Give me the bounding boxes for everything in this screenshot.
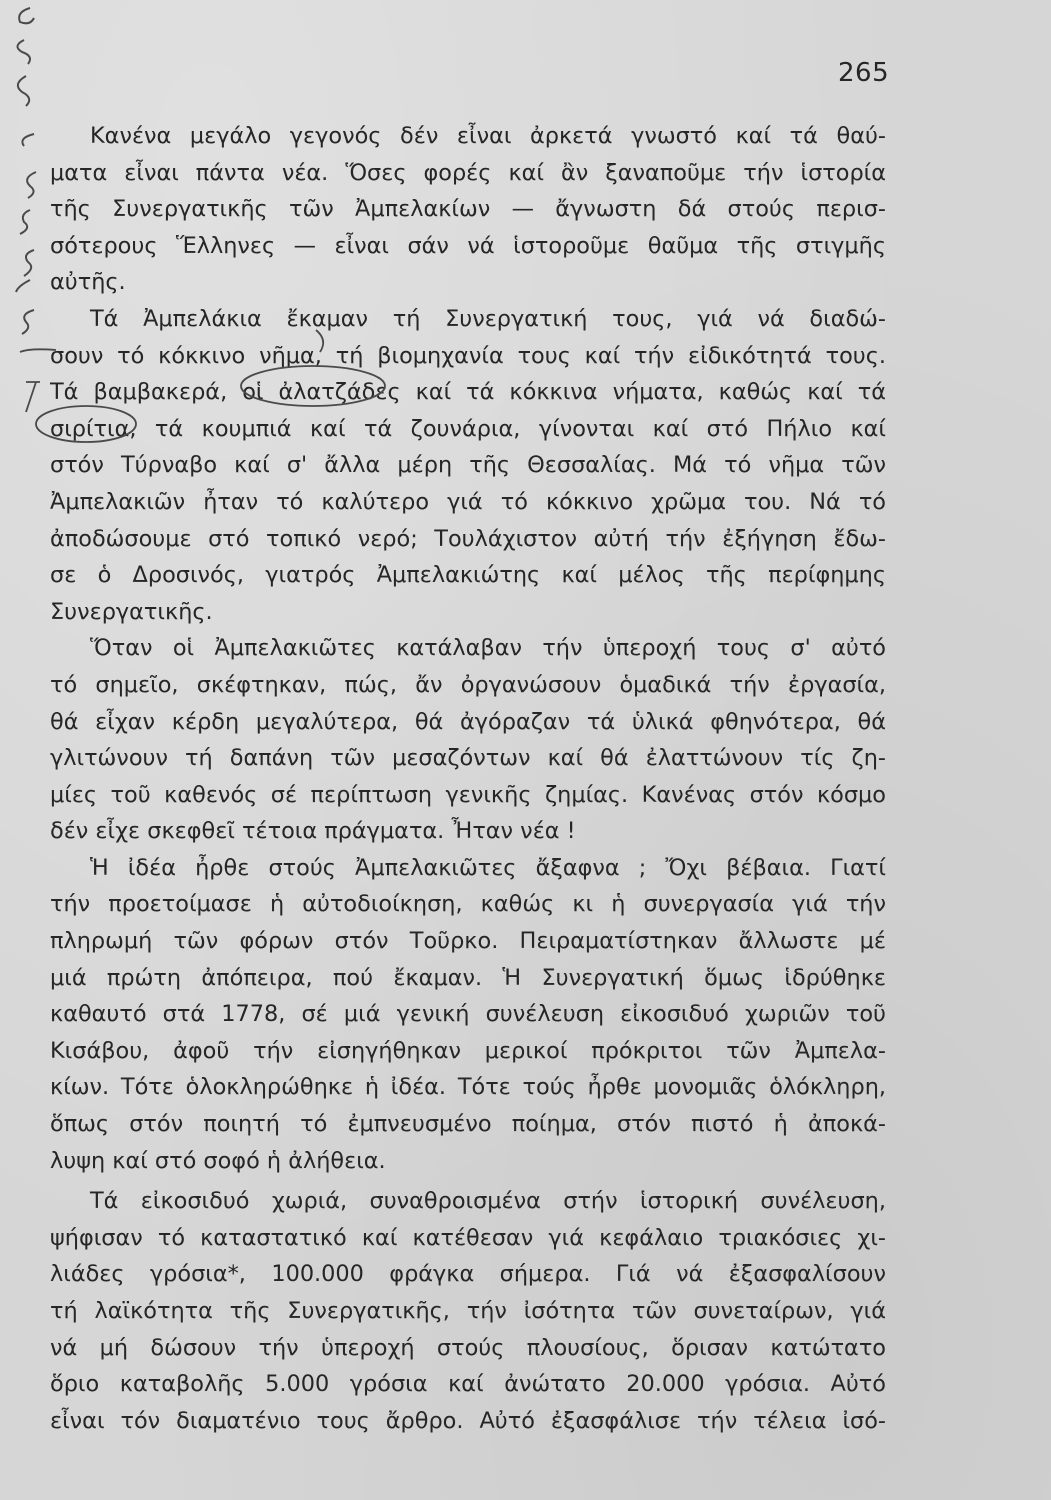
text-line: ματα εἶναι πάντα νέα. Ὅσες φορές καί ἂν ξαναποῦμε τήν ἱστορία (50, 159, 886, 186)
text-line: Ἡ ἰδέα ἦρθε στούς Ἀμπελακιῶτες ἄξαφνα ; Ὄχι βέβαια. Γιατί (90, 854, 886, 881)
text-line: σιρίτια, τά κουμπιά καί τά ζουνάρια, γίνονται καί στό Πήλιο καί (50, 415, 886, 442)
text-line: εἶναι τόν διαματένιο τους ἄρθρο. Αὐτό ἐξασφάλισε τήν τέλεια ἰσό- (50, 1407, 886, 1434)
text-line: στόν Τύρναβο καί σ' ἄλλα μέρη τῆς Θεσσαλίας. Μά τό νῆμα τῶν (50, 452, 886, 479)
margin-mark (26, 382, 40, 412)
page-number: 265 (838, 58, 890, 88)
text-line: γλιτώνουν τή δαπάνη τῶν μεσαζόντων καί θά ἐλαττώνουν τίς ζη- (50, 745, 886, 772)
text-line: Συνεργατικῆς. (50, 598, 213, 625)
text-line: κίων. Τότε ὁλοκληρώθηκε ἡ ἰδέα. Τότε τούς ἦρθε μονομιᾶς ὁλόκληρη, (50, 1074, 886, 1101)
text-line: Ὅταν οἱ Ἀμπελακιῶτες κατάλαβαν τήν ὑπεροχή τους σ' αὐτό (90, 635, 886, 662)
text-line: ὅπως στόν ποιητή τό ἐμπνευσμένο ποίημα, στόν πιστό ἡ ἀποκά- (50, 1111, 886, 1138)
text-line: Τά βαμβακερά, οἱ ἀλατζάδες καί τά κόκκινα νήματα, καθώς καί τά (50, 379, 886, 406)
paragraph (50, 1183, 886, 1439)
text-line: ὅριο καταβολῆς 5.000 γρόσια καί ἀνώτατο 20.000 γρόσια. Αὐτό (50, 1371, 886, 1398)
paragraph (50, 630, 886, 850)
text-line: Ἀμπελακιῶν ἦταν τό καλύτερο γιά τό κόκκινο χρῶμα του. Νά τό (50, 488, 886, 515)
text-line: λιάδες γρόσια*, 100.000 φράγκα σήμερα. Γιά νά ἐξασφαλίσουν (50, 1261, 886, 1288)
text-line: μίες τοῦ καθενός σέ περίπτωση γενικῆς ζημίας. Κανένας στόν κόσμο (50, 781, 886, 808)
text-line: δέν εἶχε σκεφθεῖ τέτοια πράγματα. Ἦταν νέα ! (50, 818, 576, 845)
paragraph (50, 118, 886, 301)
text-line: μιά πρώτη ἀπόπειρα, πού ἔκαμαν. Ἡ Συνεργατική ὅμως ἱδρύθηκε (50, 964, 886, 991)
text-line: νά μή δώσουν τήν ὑπεροχή στούς πλουσίους, ὅρισαν κατώτατο (50, 1334, 886, 1361)
text-line: αὐτῆς. (50, 269, 126, 296)
text-line: ψήφισαν τό καταστατικό καί κατέθεσαν γιά κεφάλαιο τριακόσιες χι- (50, 1224, 886, 1251)
text-line: σε ὁ Δροσινός, γιατρός Ἀμπελακιώτης καί μέλος τῆς περίφημης (50, 562, 886, 589)
text-line: Τά Ἀμπελάκια ἔκαμαν τή Συνεργατική τους, γιά νά διαδώ- (90, 305, 886, 332)
text-line: θά εἶχαν κέρδη μεγαλύτερα, θά ἀγόραζαν τά ὑλικά φθηνότερα, θά (50, 708, 886, 735)
text-line: σουν τό κόκκινο νῆμα, τή βιομηχανία τους καί τήν εἰδικότητά τους. (50, 342, 886, 369)
text-line: ἀποδώσουμε στό τοπικό νερό; Τουλάχιστον αὐτή τήν ἐξήγηση ἔδω- (50, 525, 886, 552)
text-line: τό σημεῖο, σκέφτηκαν, πώς, ἄν ὀργανώσουν ὁμαδικά τήν ἐργασία, (50, 671, 886, 698)
paragraph (50, 850, 886, 1179)
text-line: τῆς Συνεργατικῆς τῶν Ἀμπελακίων — ἄγνωστη δά στούς περισ- (50, 196, 886, 223)
text-line: λυψη καί στό σοφό ἡ ἀλήθεια. (50, 1147, 386, 1174)
text-line: Κανένα μεγάλο γεγονός δέν εἶναι ἀρκετά γνωστό καί τά θαύ- (90, 123, 886, 149)
text-line: Κισάβου, ἀφοῦ τήν εἰσηγήθηκαν μερικοί πρόκριτοι τῶν Ἀμπελα- (50, 1037, 886, 1064)
text-line: τή λαϊκότητα τῆς Συνεργατικῆς, τήν ἰσότητα τῶν συνεταίρων, γιά (50, 1298, 886, 1324)
paragraph (50, 301, 886, 630)
text-line: καθαυτό στά 1778, σέ μιά γενική συνέλευση εἰκοσιδυό χωριῶν τοῦ (50, 1001, 886, 1028)
text-line: πληρωμή τῶν φόρων στόν Τοῦρκο. Πειραματίστηκαν ἄλλωστε μέ (50, 928, 886, 955)
text-line: Τά εἰκοσιδυό χωριά, συναθροισμένα στήν ἱστορική συνέλευση, (90, 1188, 886, 1215)
text-line: τήν προετοίμασε ἡ αὐτοδιοίκηση, καθώς κι ἡ συνεργασία γιά τήν (50, 891, 886, 918)
body-text (50, 118, 886, 1439)
text-line: σότερους Ἕλληνες — εἶναι σάν νά ἱστοροῦμε θαῦμα τῆς στιγμῆς (50, 232, 886, 259)
